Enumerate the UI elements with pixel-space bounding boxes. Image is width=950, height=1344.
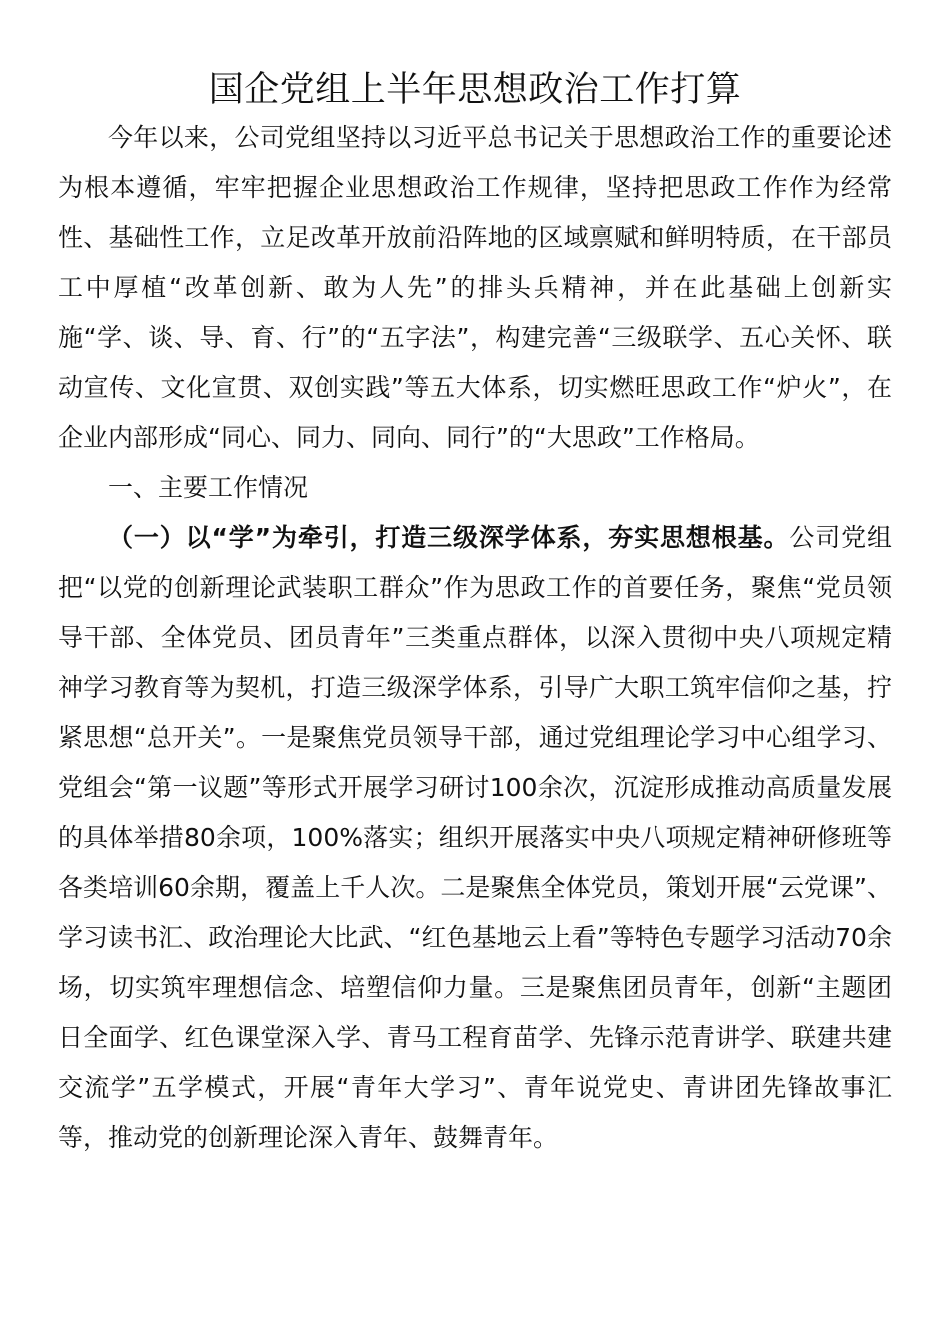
document-body	[58, 113, 892, 1163]
section-heading: 一、主要工作情况	[108, 473, 309, 502]
document-title: 国企党组上半年思想政治工作打算	[208, 70, 742, 110]
subsection-text: 公司党组把“以党的创新理论武装职工群众”作为思政工作的首要任务，聚焦“党员领导干部、全体党员、团员青年”三类重点群体，以深入贯彻中央八项规定精神学习教育等为契机，打造三级深学体系，引导广大职工筑牢信仰之基，拧紧思想“总开关”。一是聚焦党员领导干部，通过党组理论学习中心组学习、党组会“第一议题”等形式开展学习研讨100余次，沉淀形成推动高质量发展的具体举措80余项，100%落实；组织开展落实中央八项规定精神研修班等各类培训60余期，覆盖上千人次。二是聚焦全体党员，策划开展“云党课”、学习读书汇、政治理论大比武、“红色基地云上看”等特色专题学习活动70余场，切实筑牢理想信念、培塑信仰力量。三是聚焦团员青年，创新“主题团日全面学、红色课堂深入学、青马工程育苗学、先锋示范青讲学、联建共建交流学”五学模式，开展“青年大学习”、青年说党史、青讲团先锋故事汇等，推动党的创新理论深入青年、鼓舞青年。	[58, 523, 892, 1152]
subsection-paragraph	[58, 513, 892, 1163]
intro-paragraph: 今年以来，公司党组坚持以习近平总书记关于思想政治工作的重要论述为根本遵循，牢牢把握企业思想政治工作规律，坚持把思政工作作为经常性、基础性工作，立足改革开放前沿阵地的区域禀赋和鲜明特质，在干部员工中厚植“改革创新、敢为人先”的排头兵精神，并在此基础上创新实施“学、谈、导、育、行”的“五字法”，构建完善“三级联学、五心关怀、联动宣传、文化宣贯、双创实践”等五大体系，切实燃旺思政工作“炉火”，在企业内部形成“同心、同力、同向、同行”的“大思政”工作格局。	[58, 123, 892, 452]
subsection-lead: （一）以“学”为牵引，打造三级深学体系，夯实思想根基。	[108, 523, 790, 552]
